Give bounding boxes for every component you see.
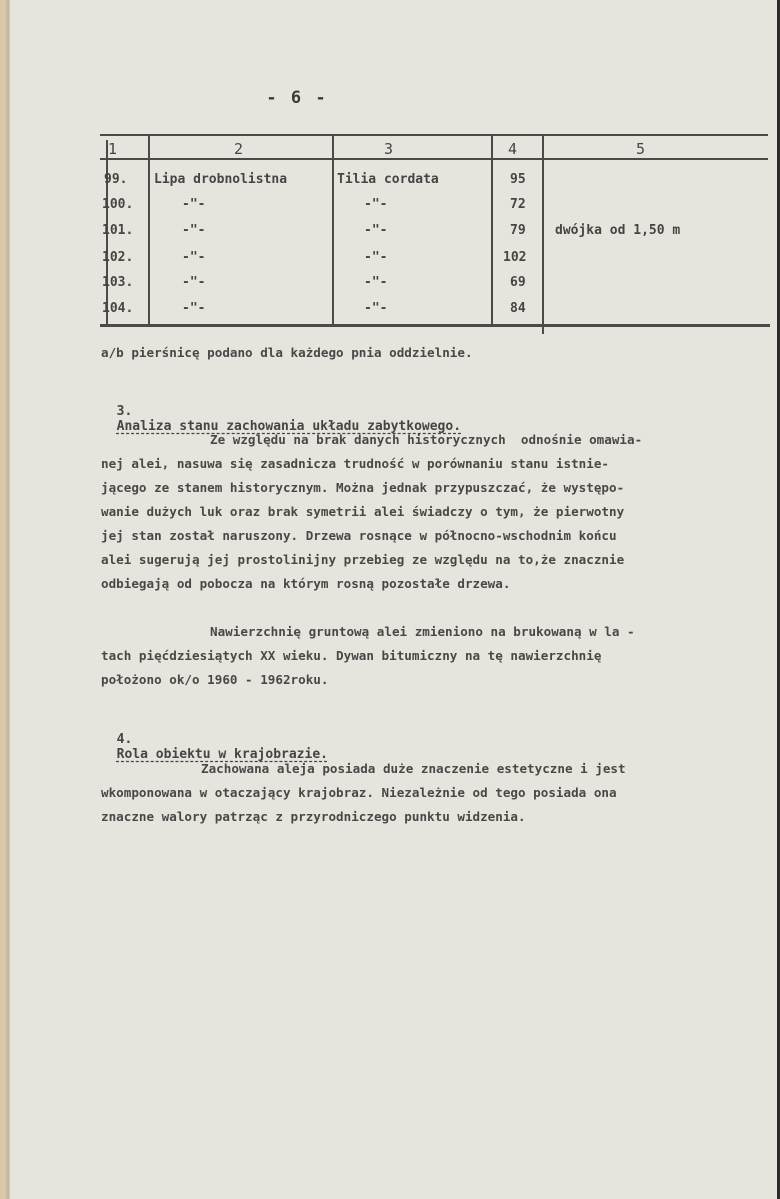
text-line: Nawierzchnię gruntową alei zmieniono na brukowaną w la -: [210, 624, 635, 639]
table-col-divider: [491, 134, 493, 326]
text-line: Ze względu na brak danych historycznych odnośnie omawia-: [210, 432, 643, 447]
section-4-number: 4.: [116, 732, 133, 747]
table-cell-latin-name: -"-: [364, 275, 388, 290]
text-line: wanie dużych luk oraz brak symetrii alei świadczy o tym, że pierwotny: [101, 504, 625, 519]
table-header-rule: [100, 158, 768, 160]
table-col-divider: [148, 134, 150, 326]
section-4-title: Rola obiektu w krajobrazie.: [116, 747, 328, 762]
table-cell-circumference: 69: [510, 275, 526, 290]
table-cell-no: 101.: [102, 223, 134, 238]
table-cell-circumference: 84: [510, 301, 526, 316]
table-header-3: 3: [384, 140, 394, 158]
text-line: Zachowana aleja posiada duże znaczenie estetyczne i jest: [201, 761, 626, 776]
table-top-rule: [100, 134, 768, 136]
text-line: tach pięćdziesiątych XX wieku. Dywan bitumiczny na tę nawierzchnię: [101, 648, 602, 663]
table-cell-latin-name: -"-: [364, 223, 388, 238]
table-cell-latin-name: -"-: [364, 301, 388, 316]
table-cell-polish-name: -"-: [182, 301, 206, 316]
table-cell-no: 100.: [102, 197, 134, 212]
table-cell-latin-name: -"-: [364, 197, 388, 212]
section-4-heading: [101, 717, 328, 762]
table-cell-circumference: 72: [510, 197, 526, 212]
table-footnote: a/b pierśnicę podano dla każdego pnia oddzielnie.: [101, 345, 473, 360]
table-cell-circumference: 102: [503, 250, 527, 265]
page-binding-edge: [0, 0, 10, 1199]
text-line: jej stan został naruszony. Drzewa rosnące w północno-wschodnim końcu: [101, 528, 617, 543]
table-cell-notes: dwójka od 1,50 m: [555, 223, 681, 238]
table-header-1: 1: [108, 140, 118, 158]
table-cell-no: 103.: [102, 275, 134, 290]
text-line: alei sugerują jej prostolinijny przebieg ze względu na to,że znacznie: [101, 552, 625, 567]
text-line: jącego ze stanem historycznym. Można jednak przypuszczać, że występo-: [101, 480, 625, 495]
table-cell-no: 104.: [102, 301, 134, 316]
table-header-4: 4: [508, 140, 518, 158]
table-cell-polish-name: -"-: [182, 223, 206, 238]
table-cell-polish-name: -"-: [182, 275, 206, 290]
table-cell-polish-name: Lipa drobnolistna: [154, 172, 288, 187]
table-cell-no: 102.: [102, 250, 134, 265]
table-col-divider: [332, 134, 334, 326]
table-cell-no: 99.: [104, 172, 128, 187]
text-line: odbiegają od pobocza na którym rosną pozostałe drzewa.: [101, 576, 511, 591]
text-line: położono ok/o 1960 - 1962roku.: [101, 672, 329, 687]
text-line: znaczne walory patrząc z przyrodniczego punktu widzenia.: [101, 809, 526, 824]
table-cell-latin-name: Tilia cordata: [337, 172, 439, 187]
text-line: nej alei, nasuwa się zasadnicza trudność w porównaniu stanu istnie-: [101, 456, 609, 471]
table-cell-polish-name: -"-: [182, 250, 206, 265]
table-col-divider: [542, 134, 544, 334]
table-bottom-rule: [100, 324, 770, 327]
table-header-5: 5: [636, 140, 646, 158]
table-header-2: 2: [234, 140, 244, 158]
text-line: wkomponowana w otaczający krajobraz. Niezależnie od tego posiada ona: [101, 785, 617, 800]
section-3-title: Analiza stanu zachowania układu zabytkowego.: [116, 419, 462, 434]
table-cell-circumference: 95: [510, 172, 526, 187]
table-cell-latin-name: -"-: [364, 250, 388, 265]
table-cell-polish-name: -"-: [182, 197, 206, 212]
section-3-number: 3.: [116, 404, 133, 419]
page-number: - 6 -: [266, 88, 328, 108]
table-cell-circumference: 79: [510, 223, 526, 238]
